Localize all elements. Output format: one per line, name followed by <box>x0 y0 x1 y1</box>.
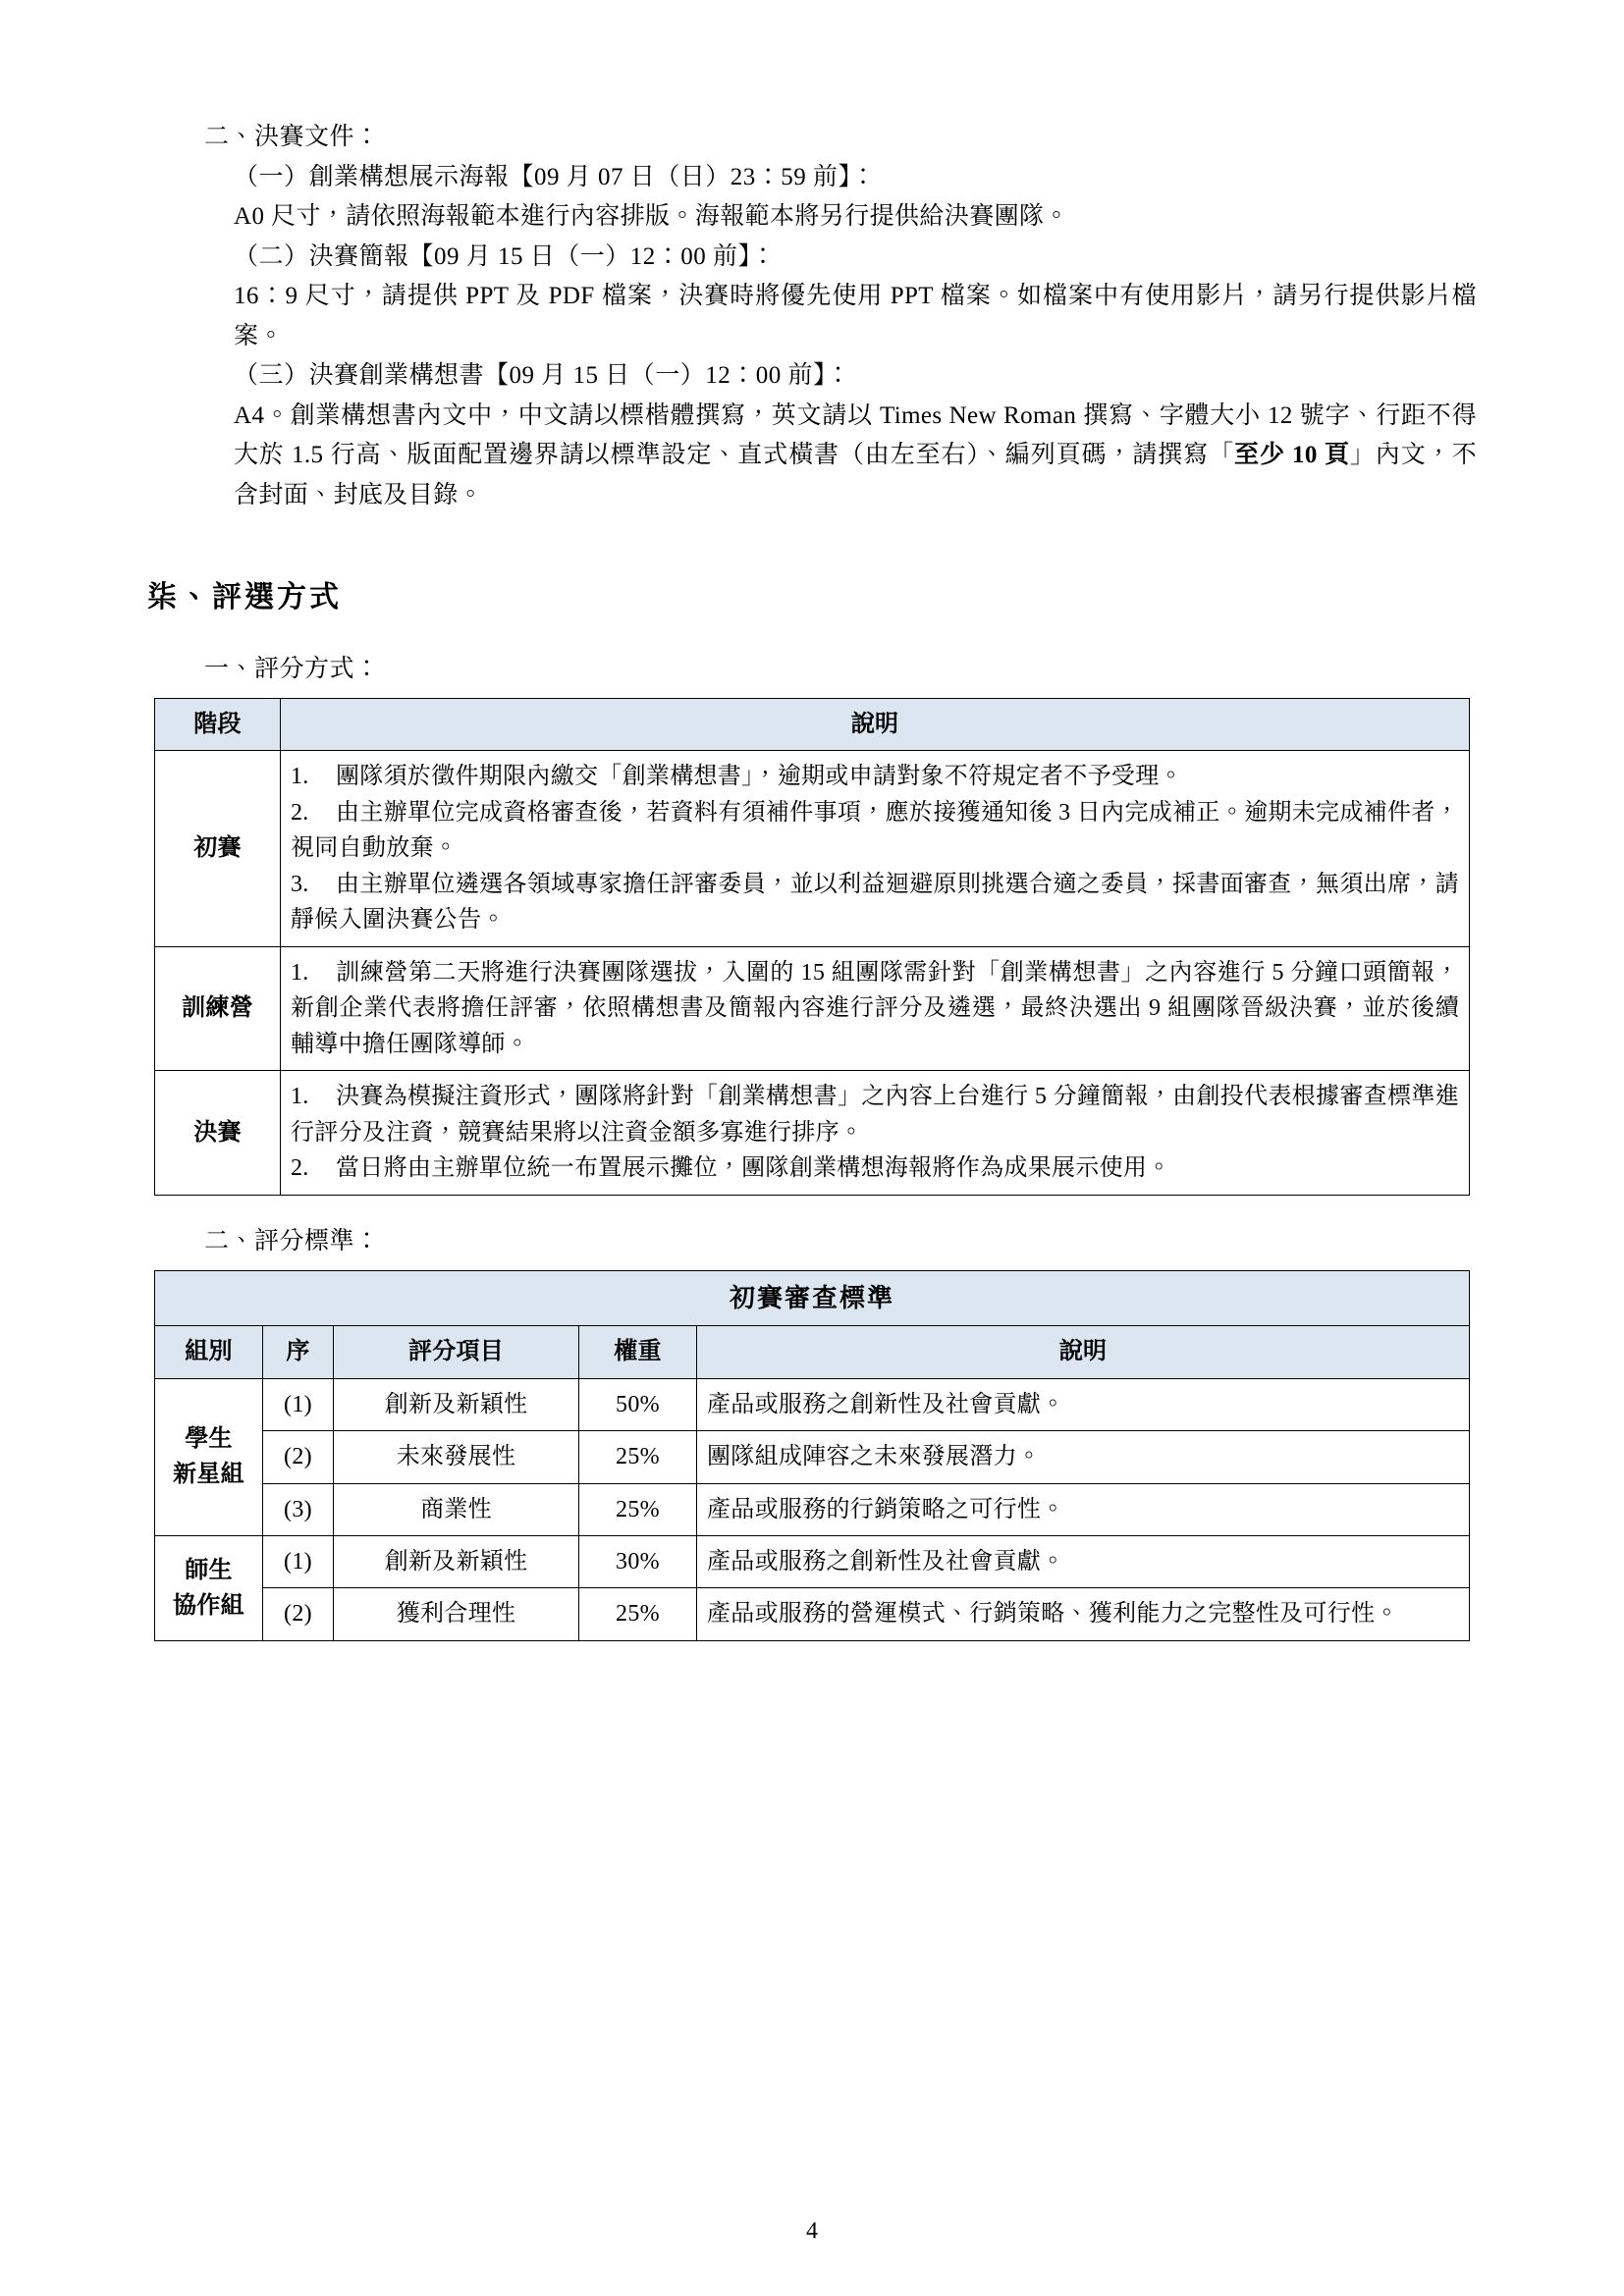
section-heading-final-docs: 二、決賽文件： <box>204 124 380 150</box>
criteria-weight: 25% <box>579 1483 697 1535</box>
subsection-label-scoring-criteria: 二、評分標準： <box>204 1227 380 1255</box>
list-item-text: 當日將由主辦單位統一布置展示攤位，團隊創業構想海報將作為成果展示使用。 <box>336 1155 1171 1182</box>
list-item <box>291 867 1459 938</box>
table-row-header <box>155 1326 1470 1378</box>
criteria-table-title: 初賽審查標準 <box>155 1270 1470 1326</box>
column-header-group: 組別 <box>155 1326 263 1378</box>
column-header-description: 說明 <box>281 699 1470 751</box>
final-doc-item-3-label: （三）決賽創業構想書【09 月 15 日（一）12：00 前】： <box>234 362 851 389</box>
criteria-seq: (1) <box>263 1536 334 1588</box>
table-scoring-criteria <box>154 1270 1470 1641</box>
stage-name-final: 決賽 <box>155 1071 281 1195</box>
criteria-description: 團隊組成陣容之未來發展潛力。 <box>697 1431 1470 1483</box>
group-name-line: 新星組 <box>173 1462 244 1488</box>
criteria-description: 產品或服務之創新性及社會貢獻。 <box>697 1536 1470 1588</box>
list-item-text: 由主辦單位遴選各領域專家擔任評審委員，並以利益迴避原則挑選合適之委員，採書面審查，無須出席，請靜候入圍決賽公告。 <box>291 871 1459 934</box>
page-section-title: 柒、評選方式 <box>147 581 342 614</box>
list-item <box>291 1150 1459 1186</box>
list-item <box>291 759 1459 794</box>
criteria-seq: (1) <box>263 1378 334 1430</box>
table-row <box>155 1378 1470 1430</box>
criteria-item: 創新及新穎性 <box>334 1378 579 1430</box>
column-header-description: 說明 <box>697 1326 1470 1378</box>
page-number: 4 <box>806 2218 818 2244</box>
criteria-description: 產品或服務的行銷策略之可行性。 <box>697 1483 1470 1535</box>
table-row <box>155 946 1470 1070</box>
stage-description-training-camp <box>281 946 1470 1070</box>
final-doc-item-1-label: （一）創業構想展示海報【09 月 07 日（日）23：59 前】： <box>234 163 877 190</box>
stage-description-preliminary <box>281 751 1470 946</box>
column-header-seq: 序 <box>263 1326 334 1378</box>
criteria-item: 商業性 <box>334 1483 579 1535</box>
table-row <box>155 1536 1470 1588</box>
column-header-stage: 階段 <box>155 699 281 751</box>
column-header-item: 評分項目 <box>334 1326 579 1378</box>
criteria-seq: (2) <box>263 1431 334 1483</box>
list-item <box>291 955 1459 1062</box>
list-item-text: 決賽為模擬注資形式，團隊將針對「創業構想書」之內容上台進行 5 分鐘簡報，由創投代表根據審查標準進行評分及注資，競賽結果將以注資金額多寡進行排序。 <box>291 1084 1459 1146</box>
list-item-number: 3. <box>291 871 309 897</box>
list-item-number: 1. <box>291 764 309 790</box>
final-doc-item-3-body-part1: A4。創業構想書內文中，中文請以標楷體撰寫，英文請以 Times New Roman 撰寫、字體大小 12 號字、行距不得大於 1.5 行高、版面配置邊界請以標準設定、直式橫書（由左至右）、編列頁碼，請撰寫「 <box>234 401 1477 468</box>
list-item-number: 1. <box>291 1084 309 1110</box>
table-row <box>155 751 1470 946</box>
final-doc-item-3-body <box>234 397 1477 516</box>
criteria-weight: 25% <box>579 1588 697 1640</box>
criteria-weight: 30% <box>579 1536 697 1588</box>
table-row <box>155 1483 1470 1535</box>
list-item-text: 由主辦單位完成資格審查後，若資料有須補件事項，應於接獲通知後 3 日內完成補正。逾期未完成補件者，視同自動放棄。 <box>291 799 1459 862</box>
table-row-title <box>155 1270 1470 1326</box>
list-item-text: 團隊須於徵件期限內繳交「創業構想書」，逾期或申請對象不符規定者不予受理。 <box>336 764 1183 790</box>
group-name-line: 師生 <box>185 1557 233 1583</box>
table-scoring-method <box>154 698 1470 1196</box>
list-item-number: 2. <box>291 799 309 826</box>
table-row <box>155 1071 1470 1195</box>
list-item-number: 1. <box>291 959 309 986</box>
table-row <box>155 1431 1470 1483</box>
stage-name-training-camp: 訓練營 <box>155 946 281 1070</box>
criteria-description: 產品或服務之創新性及社會貢獻。 <box>697 1378 1470 1430</box>
final-doc-item-3-body-part2: 」內文，不含封面、封底及目錄。 <box>234 442 1477 508</box>
criteria-weight: 25% <box>579 1431 697 1483</box>
criteria-weight: 50% <box>579 1378 697 1430</box>
group-name-teacher-student <box>155 1536 263 1641</box>
table-row <box>155 1588 1470 1640</box>
final-doc-item-2-body: 16：9 尺寸，請提供 PPT 及 PDF 檔案，決賽時將優先使用 PPT 檔案。如檔案中有使用影片，請另行提供影片檔案。 <box>234 283 1477 349</box>
group-name-line: 協作組 <box>173 1592 244 1619</box>
criteria-item: 未來發展性 <box>334 1431 579 1483</box>
group-name-student-star <box>155 1378 263 1535</box>
table-row-header <box>155 699 1470 751</box>
final-doc-item-2-label: （二）決賽簡報【09 月 15 日（一）12：00 前】： <box>234 242 777 270</box>
final-doc-item-1-body: A0 尺寸，請依照海報範本進行內容排版。海報範本將另行提供給決賽團隊。 <box>234 203 1069 230</box>
criteria-seq: (2) <box>263 1588 334 1640</box>
stage-description-final <box>281 1071 1470 1195</box>
criteria-description: 產品或服務的營運模式、行銷策略、獲利能力之完整性及可行性。 <box>697 1588 1470 1640</box>
subsection-label-scoring-method: 一、評分方式： <box>204 656 380 682</box>
list-item <box>291 795 1459 867</box>
column-header-weight: 權重 <box>579 1326 697 1378</box>
stage-name-preliminary: 初賽 <box>155 751 281 946</box>
criteria-seq: (3) <box>263 1483 334 1535</box>
list-item-number: 2. <box>291 1155 309 1182</box>
criteria-item: 獲利合理性 <box>334 1588 579 1640</box>
list-item-text: 訓練營第二天將進行決賽團隊選拔，入圍的 15 組團隊需針對「創業構想書」之內容進行 5 分鐘口頭簡報，新創企業代表將擔任評審，依照構想書及簡報內容進行評分及遴選，最終決選出 9 組團隊晉級決賽，並於後續輔導中擔任團隊導師。 <box>291 959 1459 1057</box>
list-item <box>291 1079 1459 1150</box>
group-name-line: 學生 <box>185 1425 233 1452</box>
final-doc-item-3-body-emphasis: 至少 10 頁 <box>1234 442 1350 468</box>
criteria-item: 創新及新穎性 <box>334 1536 579 1588</box>
